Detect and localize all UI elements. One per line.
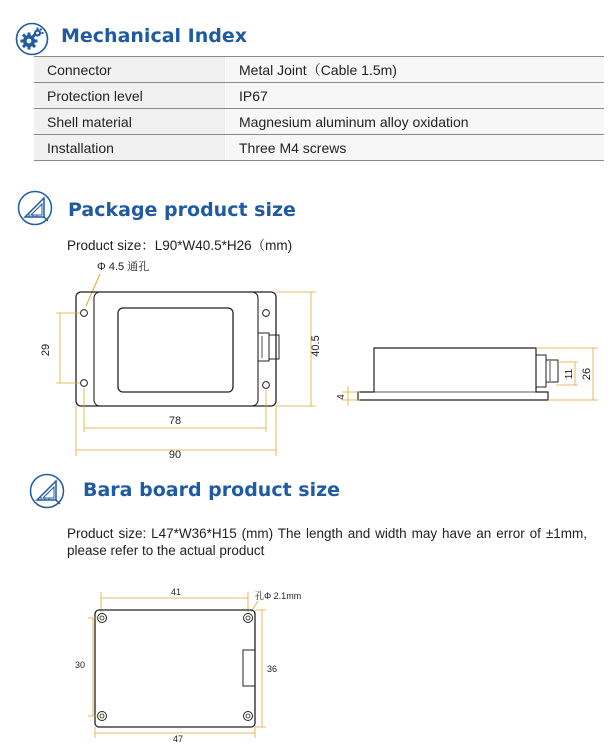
spec-label: Installation bbox=[34, 135, 226, 161]
dim-78-label: 78 bbox=[168, 415, 182, 427]
spec-label: Connector bbox=[34, 57, 226, 83]
bare-hole-label: 孔Φ 2.1mm bbox=[255, 591, 302, 601]
dim-40-5-label: 40.5 bbox=[310, 335, 322, 357]
bare-board-size-text: Product size: L47*W36*H15 (mm) The length and width may have an error of ±1mm, please refer to the actual product bbox=[67, 526, 587, 558]
spec-value: Magnesium aluminum alloy oxidation bbox=[226, 109, 605, 135]
dim-41-label: 41 bbox=[170, 587, 182, 597]
ruler-triangle-icon bbox=[29, 473, 65, 509]
enclosure-outline bbox=[76, 292, 276, 406]
dim-90-label: 90 bbox=[168, 449, 182, 461]
dim-47-label: 47 bbox=[172, 734, 184, 744]
dim-30-label: 30 bbox=[74, 660, 86, 670]
table-row bbox=[34, 109, 604, 135]
dim-4-label: 4 bbox=[336, 394, 347, 400]
spec-label: Shell material bbox=[34, 109, 226, 135]
spec-value: Three M4 screws bbox=[226, 135, 605, 161]
ruler-triangle-icon bbox=[17, 190, 53, 226]
board-outline bbox=[95, 610, 255, 727]
table-row bbox=[34, 57, 604, 83]
hole-label: Φ 4.5 通孔 bbox=[97, 261, 150, 273]
dim-11-label: 11 bbox=[564, 368, 575, 380]
gears-icon bbox=[15, 22, 49, 56]
dim-36-label: 36 bbox=[266, 664, 278, 674]
bare-board-title: Bara board product size bbox=[83, 479, 341, 501]
table-row bbox=[34, 135, 604, 161]
dim-29-label: 29 bbox=[40, 343, 52, 357]
dim-26-label: 26 bbox=[581, 367, 593, 381]
package-size-text: Product size：L90*W40.5*H26（mm) bbox=[67, 238, 293, 253]
spec-value: Metal Joint（Cable 1.5m) bbox=[226, 57, 605, 83]
package-size-title: Package product size bbox=[68, 199, 296, 221]
table-row bbox=[34, 83, 604, 109]
mechanical-spec-table bbox=[34, 56, 604, 161]
spec-value: IP67 bbox=[226, 83, 605, 109]
spec-label: Protection level bbox=[34, 83, 226, 109]
lid-outline bbox=[118, 308, 233, 392]
mechanical-index-title: Mechanical Index bbox=[61, 25, 247, 47]
package-dimension-drawing bbox=[0, 252, 612, 462]
bare-board-dimension-drawing bbox=[0, 580, 612, 747]
